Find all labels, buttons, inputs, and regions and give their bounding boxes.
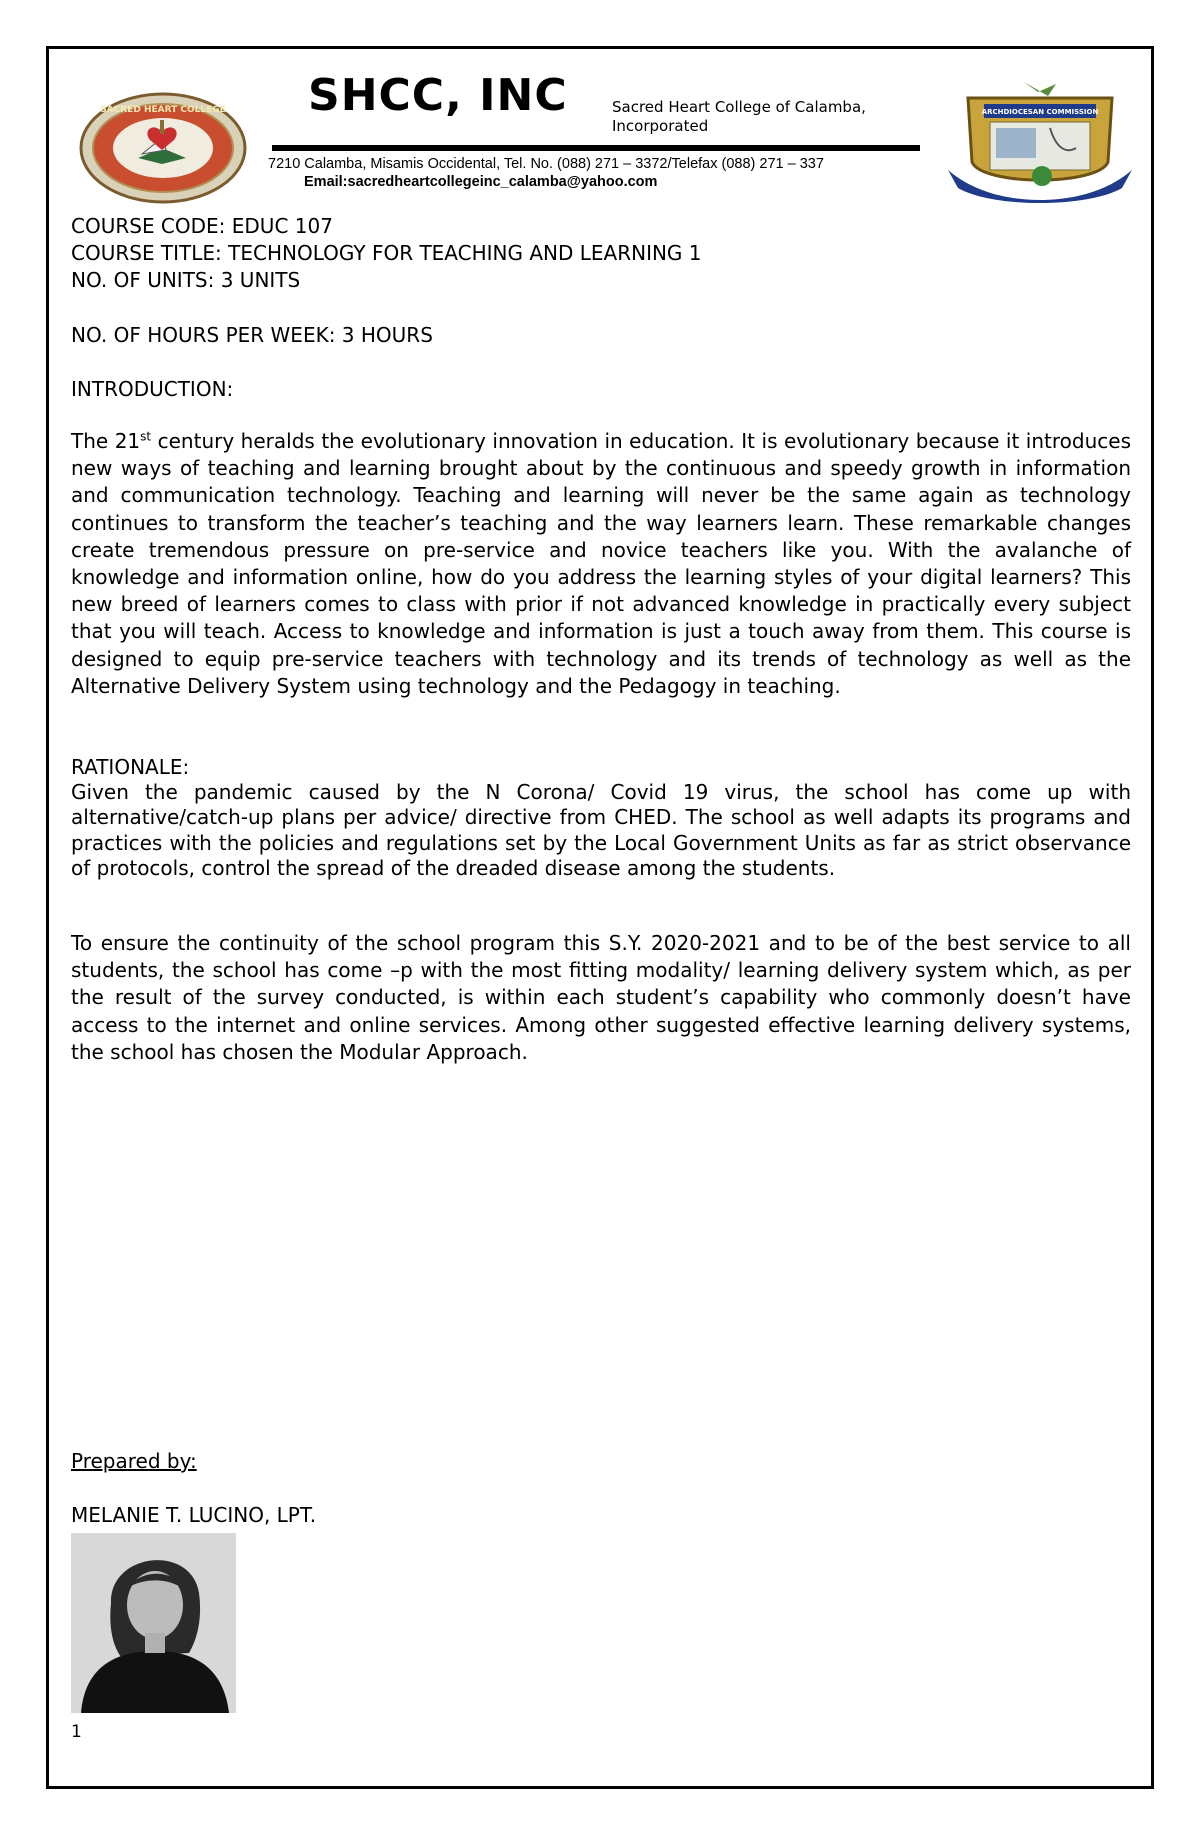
prepared-by-label: Prepared by: (71, 1449, 197, 1473)
left-seal-text: SACRED HEART COLLEGE (100, 105, 226, 115)
introduction-paragraph (71, 428, 1131, 700)
rationale-heading: RATIONALE: (71, 755, 190, 779)
course-hours: NO. OF HOURS PER WEEK: 3 HOURS (71, 323, 433, 347)
header-rule (272, 145, 920, 151)
course-code: COURSE CODE: EDUC 107 (71, 214, 333, 238)
introduction-heading: INTRODUCTION: (71, 377, 234, 401)
email-line: Email:sacredheartcollegeinc_calamba@yahoo.com (304, 174, 658, 190)
address-line: 7210 Calamba, Misamis Occidental, Tel. No. (088) 271 – 3372/Telefax (088) 271 – 337 (268, 156, 824, 172)
right-seal-text: ARCHDIOCESAN COMMISSION (981, 108, 1099, 116)
rationale-paragraph-1: Given the pandemic caused by the N Corona/ Covid 19 virus, the school has come up with alternative/catch-up plans per advice/ directive from CHED. The school as well adapts its programs and practices with the policies and regulations set by the Local Government Units as far as strict observance of protocols, control the spread of the dreaded disease among the students. (71, 780, 1131, 881)
commission-seal-logo (938, 78, 1142, 210)
rationale-paragraph-2: To ensure the continuity of the school program this S.Y. 2020-2021 and to be of the best service to all students, the school has come –p with the most fitting modality/ learning delivery system which, as per the result of the survey conducted, is within each student’s capability who commonly doesn’t have access to the internet and online services. Among other suggested effective learning delivery systems, the school has chosen the Modular Approach. (71, 931, 1131, 1064)
organization-full-name: Sacred Heart College of Calamba, Incorporated (612, 98, 866, 135)
author-photo (71, 1533, 236, 1713)
intro-lead: The 21 (71, 429, 141, 453)
course-title: COURSE TITLE: TECHNOLOGY FOR TEACHING AND LEARNING 1 (71, 241, 702, 265)
organization-name: SHCC, INC (308, 70, 568, 121)
intro-body: century heralds the evolutionary innovation in education. It is evolutionary because it introduces new ways of teaching and learning brought about by the continuous and speedy growth in information and communication technology. Teaching and learning will never be the same again as technology continues to transform the teacher’s teaching and the way learners learn. These remarkable changes create tremendous pressure on pre-service and novice teachers like you. With the avalanche of knowledge and information online, how do you address the learning styles of your digital learners? This new breed of learners comes to class with prior if not advanced knowledge in practically every subject that you will teach. Access to knowledge and information is just a touch away from them. This course is designed to equip pre-service teachers with technology and its trends of technology as well as the Alternative Delivery System using technology and the Pedagogy in teaching. (71, 429, 1131, 698)
page-number: 1 (71, 1722, 82, 1742)
college-seal-logo (78, 92, 248, 204)
course-units: NO. OF UNITS: 3 UNITS (71, 268, 301, 292)
intro-superscript: st (140, 429, 152, 444)
author-name: MELANIE T. LUCINO, LPT. (71, 1503, 317, 1527)
